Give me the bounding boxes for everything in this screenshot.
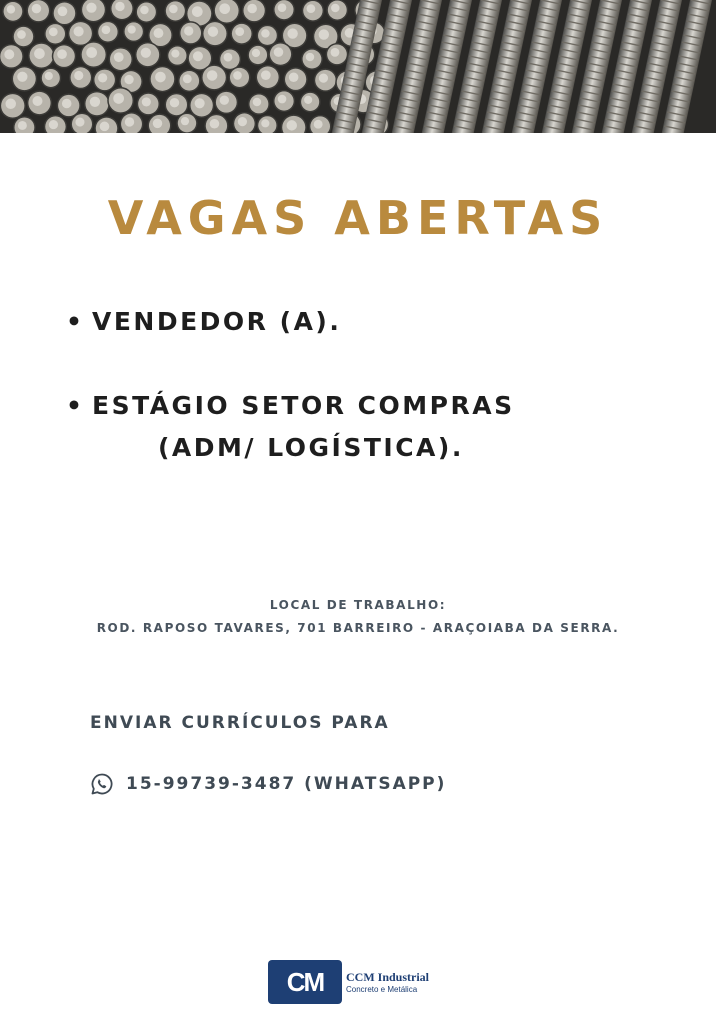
- logo-mark: CM: [268, 960, 342, 1004]
- company-name: CCM Industrial: [346, 969, 430, 984]
- bullet-dot: •: [66, 307, 85, 336]
- page-title: VAGAS ABERTAS: [107, 191, 609, 245]
- whatsapp-icon: [90, 772, 114, 796]
- job-title-estagio-detail: (ADM/ LOGÍSTICA).: [158, 433, 464, 462]
- send-resume-label: ENVIAR CURRÍCULOS PARA: [90, 713, 390, 733]
- work-location-address: ROD. RAPOSO TAVARES, 701 BARREIRO - ARAÇOIABA DA SERRA.: [96, 621, 620, 635]
- hero-banner-rebar: [0, 0, 716, 133]
- job-item-estagio: [66, 386, 515, 426]
- job-title-estagio: ESTÁGIO SETOR COMPRAS: [92, 391, 515, 420]
- company-logo: [268, 960, 429, 1004]
- company-tagline: Concreto e Metálica: [346, 984, 418, 994]
- job-title-vendedor: VENDEDOR (A).: [92, 307, 342, 336]
- contact-row: [90, 770, 446, 798]
- whatsapp-phone-number: 15-99739-3487 (WHATSAPP): [126, 774, 447, 794]
- logo-text: [346, 970, 429, 995]
- job-item-vendedor: [66, 302, 341, 342]
- rebar-photo: [0, 0, 716, 133]
- bullet-dot: •: [66, 391, 85, 420]
- work-location-label: LOCAL DE TRABALHO:: [269, 598, 447, 612]
